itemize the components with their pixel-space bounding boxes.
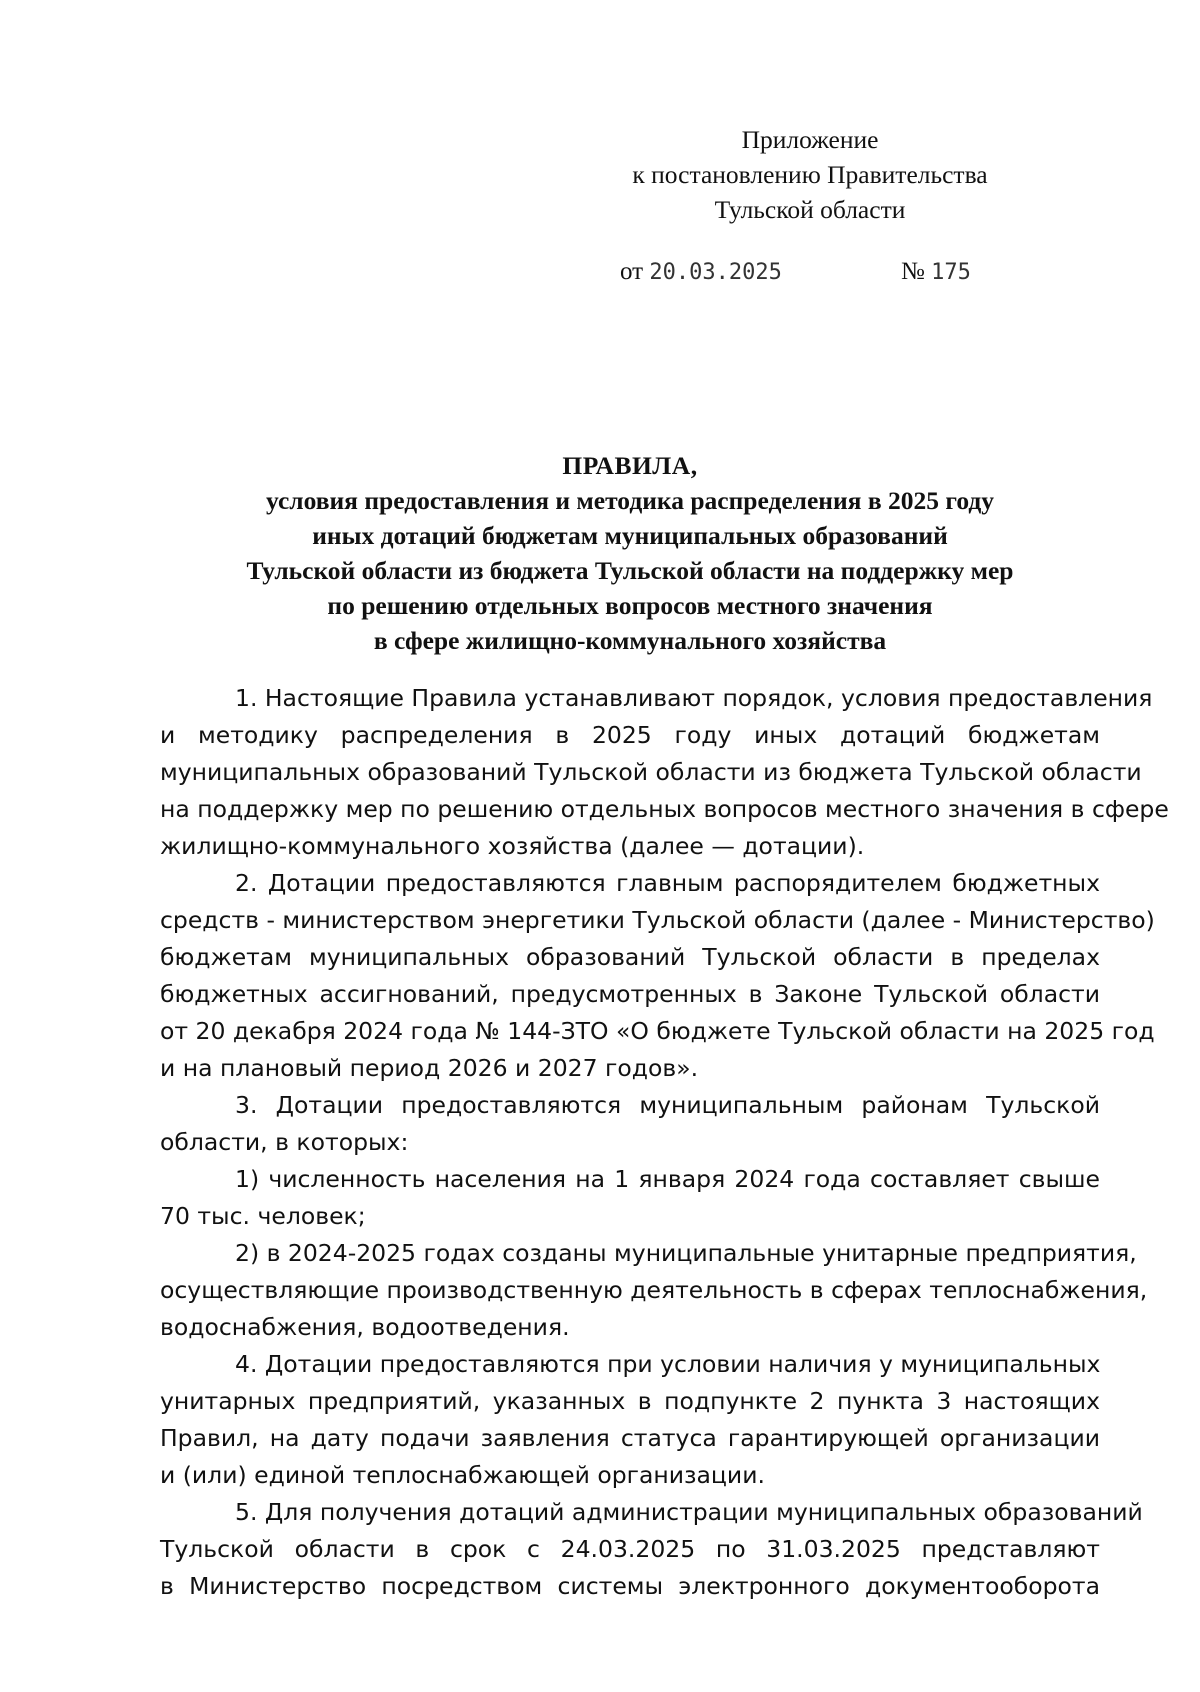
paragraph-line: унитарных предприятий, указанных в подпункте 2 пункта 3 настоящих	[160, 1387, 1100, 1415]
paragraph-3-item-2	[160, 1235, 1148, 1346]
decree-date-prefix: от	[620, 258, 644, 285]
paragraph-line: осуществляющие производственную деятельность в сферах теплоснабжения,	[160, 1276, 1148, 1304]
paragraph-line: 1. Настоящие Правила устанавливают порядок, условия предоставления	[235, 684, 1153, 712]
paragraph-line: в Министерство посредством системы электронного документооборота	[160, 1572, 1100, 1600]
paragraph-3	[160, 1087, 1100, 1161]
title-line-5: в сфере жилищно-коммунального хозяйства	[373, 626, 887, 655]
title-line-3: Тульской области из бюджета Тульской области на поддержку мер	[246, 556, 1014, 585]
appendix-header	[600, 122, 1020, 227]
title-main: ПРАВИЛА,	[562, 451, 698, 480]
paragraph-line: бюджетам муниципальных образований Тульской области в пределах	[160, 943, 1100, 971]
title-line-2: иных дотаций бюджетам муниципальных образований	[312, 521, 948, 550]
appendix-line-1: Приложение	[741, 125, 879, 154]
paragraph-line: Правил, на дату подачи заявления статуса гарантирующей организации	[160, 1424, 1100, 1452]
paragraph-line: 3. Дотации предоставляются муниципальным районам Тульской	[235, 1091, 1100, 1119]
paragraph-5	[160, 1494, 1143, 1605]
paragraph-line: водоснабжения, водоотведения.	[160, 1313, 570, 1341]
decree-number-sign: №	[901, 258, 925, 285]
decree-number: 175	[931, 260, 971, 285]
paragraph-line: от 20 декабря 2024 года № 144-ЗТО «О бюджете Тульской области на 2025 год	[160, 1017, 1155, 1045]
paragraph-line: бюджетных ассигнований, предусмотренных в Законе Тульской области	[160, 980, 1100, 1008]
paragraph-line: и методику распределения в 2025 году иных дотаций бюджетам	[160, 721, 1100, 749]
paragraph-line: 4. Дотации предоставляются при условии наличия у муниципальных	[235, 1350, 1101, 1378]
paragraph-line: Тульской области в срок с 24.03.2025 по 31.03.2025 представляют	[160, 1535, 1100, 1563]
paragraph-2	[160, 865, 1155, 1087]
paragraph-line: и (или) единой теплоснабжающей организации.	[160, 1461, 765, 1489]
appendix-line-3: Тульской области	[714, 195, 906, 224]
paragraph-line: муниципальных образований Тульской области из бюджета Тульской области	[160, 758, 1142, 786]
title-line-1: условия предоставления и методика распределения в 2025 году	[266, 486, 994, 515]
paragraph-3-item-1	[160, 1161, 1100, 1235]
document-body	[160, 680, 1169, 1605]
decree-date: 20.03.2025	[649, 260, 782, 285]
paragraph-line: 2. Дотации предоставляются главным распорядителем бюджетных	[235, 869, 1100, 897]
document-title	[160, 448, 1100, 658]
paragraph-line: 2) в 2024-2025 годах созданы муниципальные унитарные предприятия,	[235, 1239, 1137, 1267]
paragraph-line: 1) численность населения на 1 января 2024 года составляет свыше	[235, 1165, 1100, 1193]
paragraph-line: средств - министерством энергетики Тульской области (далее - Министерство)	[160, 906, 1155, 934]
title-line-4: по решению отдельных вопросов местного значения	[327, 591, 933, 620]
paragraph-line: 5. Для получения дотаций администрации муниципальных образований	[235, 1498, 1143, 1526]
paragraph-4	[160, 1346, 1100, 1494]
paragraph-1	[160, 680, 1169, 865]
paragraph-line: области, в которых:	[160, 1128, 409, 1156]
decree-dateline	[620, 256, 1040, 289]
appendix-line-2: к постановлению Правительства	[632, 160, 988, 189]
paragraph-line: 70 тыс. человек;	[160, 1202, 366, 1230]
paragraph-line: и на плановый период 2026 и 2027 годов».	[160, 1054, 699, 1082]
paragraph-line: на поддержку мер по решению отдельных вопросов местного значения в сфере	[160, 795, 1169, 823]
paragraph-line: жилищно-коммунального хозяйства (далее — дотации).	[160, 832, 865, 860]
